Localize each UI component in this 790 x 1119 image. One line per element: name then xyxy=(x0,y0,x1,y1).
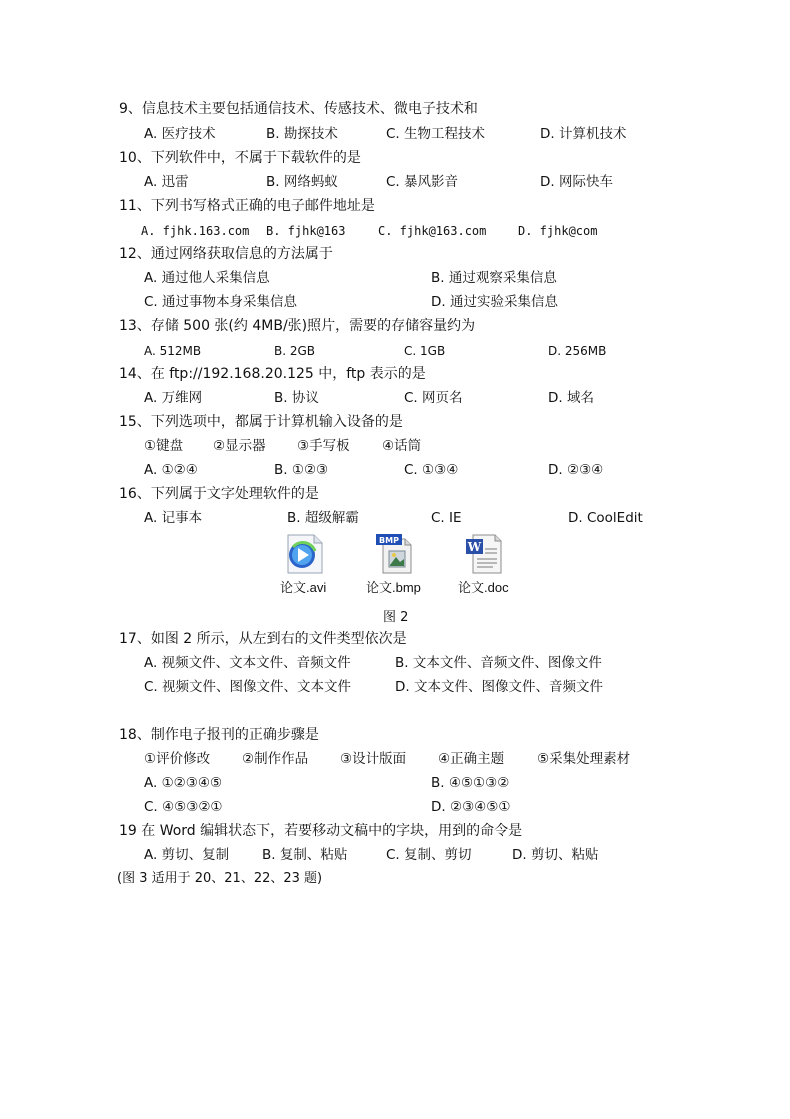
q19-option-a: A. 剪切、复制 xyxy=(144,847,230,863)
q14-stem: 14、在 ftp://192.168.20.125 中，ftp 表示的是 xyxy=(119,366,426,382)
q18-option-a: A. ①②③④⑤ xyxy=(144,775,223,791)
word-badge-text: W xyxy=(467,540,482,554)
bmp-image-icon xyxy=(375,533,415,575)
q10-option-c: C. 暴风影音 xyxy=(386,174,459,190)
q19-option-b: B. 复制、粘贴 xyxy=(262,847,348,863)
figure-3-note: (图 3 适用于 20、21、22、23 题) xyxy=(117,871,323,886)
q10-option-a: A. 迅雷 xyxy=(144,174,189,190)
q13-option-b: B. 2GB xyxy=(274,344,316,358)
q17-stem: 17、如图 2 所示，从左到右的文件类型依次是 xyxy=(119,631,407,647)
q13-stem: 13、存储 500 张(约 4MB/张)照片，需要的存储容量约为 xyxy=(119,318,476,334)
q11-option-c: C. fjhk@163.com xyxy=(378,224,487,238)
q9-option-d: D. 计算机技术 xyxy=(540,126,627,142)
q11-stem: 11、下列书写格式正确的电子邮件地址是 xyxy=(119,198,375,214)
bmp-badge-text: BMP xyxy=(379,536,399,545)
file-label-avi: 论文.avi xyxy=(280,580,327,595)
q11-option-a: A. fjhk.163.com xyxy=(141,224,250,238)
q17-option-c: C. 视频文件、图像文件、文本文件 xyxy=(144,679,352,695)
q12-option-d: D. 通过实验采集信息 xyxy=(431,294,558,310)
q9-option-b: B. 勘探技术 xyxy=(266,126,338,142)
q18-option-b: B. ④⑤①③② xyxy=(431,775,510,791)
q15-stem: 15、下列选项中，都属于计算机输入设备的是 xyxy=(119,414,403,430)
q16-option-b: B. 超级解霸 xyxy=(287,510,359,526)
q14-option-c: C. 网页名 xyxy=(404,390,463,406)
q15-item-1: ①键盘 xyxy=(144,438,184,454)
q15-item-4: ④话筒 xyxy=(382,438,422,454)
q18-stem: 18、制作电子报刊的正确步骤是 xyxy=(119,727,319,743)
q10-option-b: B. 网络蚂蚁 xyxy=(266,174,338,190)
word-document-icon xyxy=(465,533,505,575)
q16-option-c: C. IE xyxy=(431,510,462,526)
q11-option-b: B. fjhk@163 xyxy=(266,224,346,238)
file-label-doc: 论文.doc xyxy=(458,580,509,595)
q18-option-c: C. ④⑤③②① xyxy=(144,799,223,815)
q17-option-b: B. 文本文件、音频文件、图像文件 xyxy=(395,655,602,671)
q19-option-d: D. 剪切、粘贴 xyxy=(512,847,599,863)
q11-option-d: D. fjhk@com xyxy=(518,224,598,238)
q12-stem: 12、通过网络获取信息的方法属于 xyxy=(119,246,333,262)
q16-stem: 16、下列属于文字处理软件的是 xyxy=(119,486,319,502)
q15-option-a: A. ①②④ xyxy=(144,462,198,478)
q18-item-2: ②制作作品 xyxy=(242,751,309,767)
file-label-bmp: 论文.bmp xyxy=(366,580,421,595)
q15-option-c: C. ①③④ xyxy=(404,462,459,478)
q9-stem: 9、信息技术主要包括通信技术、传感技术、微电子技术和 xyxy=(119,101,478,117)
q10-stem: 10、下列软件中，不属于下载软件的是 xyxy=(119,150,361,166)
q16-option-a: A. 记事本 xyxy=(144,510,203,526)
q14-option-a: A. 万维网 xyxy=(144,390,203,406)
q13-option-d: D. 256MB xyxy=(548,344,607,358)
q14-option-b: B. 协议 xyxy=(274,390,319,406)
q19-stem: 19 在 Word 编辑状态下，若要移动文稿中的字块，用到的命令是 xyxy=(119,823,523,839)
q17-option-a: A. 视频文件、文本文件、音频文件 xyxy=(144,655,351,671)
q15-option-b: B. ①②③ xyxy=(274,462,329,478)
q9-option-a: A. 医疗技术 xyxy=(144,126,216,142)
q18-option-d: D. ②③④⑤① xyxy=(431,799,511,815)
q18-item-4: ④正确主题 xyxy=(438,751,505,767)
q18-item-3: ③设计版面 xyxy=(340,751,407,767)
q15-option-d: D. ②③④ xyxy=(548,462,604,478)
q19-option-c: C. 复制、剪切 xyxy=(386,847,472,863)
q12-option-b: B. 通过观察采集信息 xyxy=(431,270,557,286)
q18-item-1: ①评价修改 xyxy=(144,751,211,767)
figure-2-caption: 图 2 xyxy=(383,610,409,625)
q16-option-d: D. CoolEdit xyxy=(568,510,643,526)
q14-option-d: D. 域名 xyxy=(548,390,594,406)
q17-option-d: D. 文本文件、图像文件、音频文件 xyxy=(395,679,603,695)
q13-option-c: C. 1GB xyxy=(404,344,446,358)
q10-option-d: D. 网际快车 xyxy=(540,174,613,190)
q9-option-c: C. 生物工程技术 xyxy=(386,126,486,142)
q15-item-3: ③手写板 xyxy=(297,438,350,454)
q12-option-c: C. 通过事物本身采集信息 xyxy=(144,294,298,310)
q18-item-5: ⑤采集处理素材 xyxy=(537,751,631,767)
media-player-icon xyxy=(282,533,326,575)
q15-item-2: ②显示器 xyxy=(213,438,266,454)
q13-option-a: A. 512MB xyxy=(144,344,202,358)
q12-option-a: A. 通过他人采集信息 xyxy=(144,270,270,286)
